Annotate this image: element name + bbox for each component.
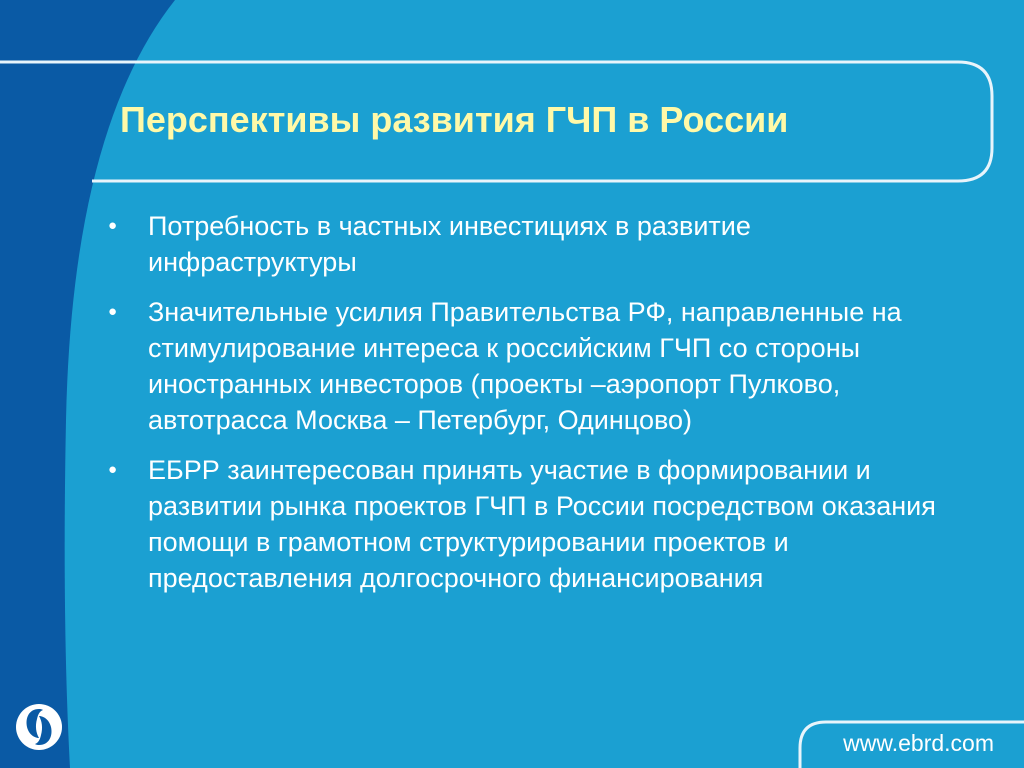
bullet-text: ЕБРР заинтересован принять участие в формировании и развитии рынка проектов ГЧП в России посредством оказания помощи в грамотном структурировании проектов и предоставления долгосрочного финансирования bbox=[148, 455, 936, 593]
bullet-list bbox=[108, 208, 938, 610]
bullet-item bbox=[108, 452, 938, 596]
slide-title: Перспективы развития ГЧП в России bbox=[120, 99, 789, 140]
bullet-text: Значительные усилия Правительства РФ, направленные на стимулирование интереса к российским ГЧП со стороны иностранных инвесторов (проекты –аэропорт Пулково, автотрасса Москва – Петербург, Одинцово) bbox=[148, 297, 902, 435]
website-url[interactable]: www.ebrd.com bbox=[843, 730, 994, 756]
bullet-dot-icon: ● bbox=[108, 217, 118, 234]
bullet-dot-icon: ● bbox=[108, 461, 118, 478]
bullet-item bbox=[108, 208, 938, 280]
bullet-item bbox=[108, 294, 938, 438]
ebrd-logo-icon bbox=[14, 702, 64, 752]
bullet-text: Потребность в частных инвестициях в развитие инфраструктуры bbox=[148, 211, 751, 277]
bullet-dot-icon: ● bbox=[108, 303, 118, 320]
